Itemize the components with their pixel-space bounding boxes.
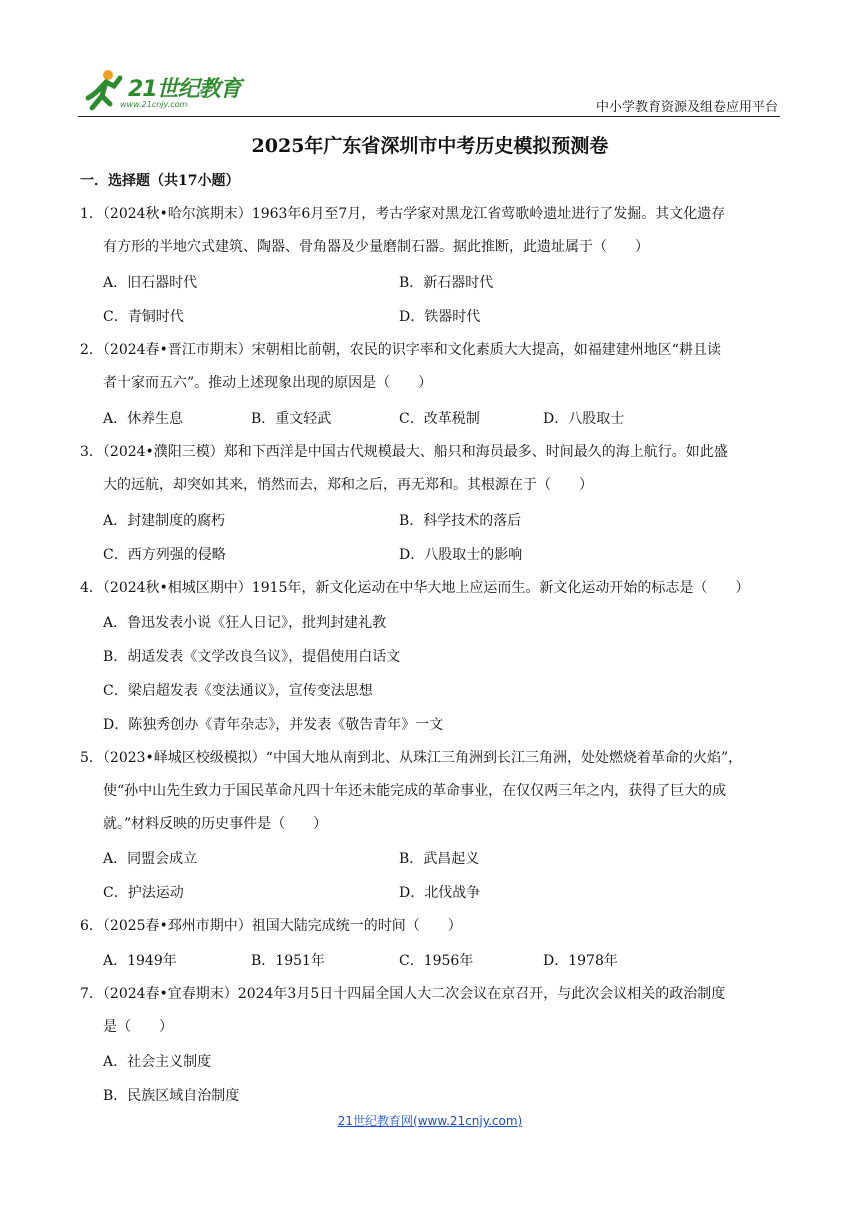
- question-1-option-a[interactable]: A．旧石器时代: [103, 275, 198, 291]
- question-1-line-1: 1．（2024秋•哈尔滨期末）1963年6月至7月，考古学家对黑龙江省莺歌岭遗址进行了发掘。其文化遗存: [80, 206, 726, 222]
- question-5-line-3: 就。”材料反映的历史事件是（ ）: [103, 816, 328, 832]
- question-1: [80, 198, 782, 264]
- question-7-line-2: 是（ ）: [103, 1019, 173, 1035]
- question-5-option-b[interactable]: B．武昌起义: [399, 851, 480, 867]
- question-6-line-1: 6．（2025春•邳州市期中）祖国大陆完成统一的时间（ ）: [80, 918, 462, 934]
- platform-text: 中小学教育资源及组卷应用平台: [595, 100, 778, 115]
- question-1-line-2: 有方形的半地穴式建筑、陶器、骨角器及少量磨制石器。据此推断，此遗址属于（ ）: [103, 239, 649, 255]
- question-6-option-a[interactable]: A．1949年: [103, 953, 177, 969]
- question-3-option-b[interactable]: B．科学技术的落后: [399, 513, 522, 529]
- question-3-line-1: 3．（2024•濮阳三模）郑和下西洋是中国古代规模最大、船只和海员最多、时间最久的海上航行。如此盛: [80, 444, 728, 460]
- question-2-option-c[interactable]: C．改革税制: [399, 411, 480, 427]
- page-header: [78, 62, 780, 117]
- question-7: [80, 978, 782, 1044]
- question-5: [80, 742, 782, 841]
- question-7-line-1: 7．（2024春•宜春期末）2024年3月5日十四届全国人大二次会议在京召开，与此次会议相关的政治制度: [80, 986, 726, 1002]
- question-1-option-c[interactable]: C．青铜时代: [103, 309, 184, 325]
- question-5-option-a[interactable]: A．同盟会成立: [103, 851, 198, 867]
- logo-url-text: www.21cnjy.com: [120, 100, 188, 109]
- question-6-option-b[interactable]: B．1951年: [251, 953, 325, 969]
- question-2-option-a[interactable]: A．休养生息: [103, 411, 184, 427]
- question-2-line-2: 者十家而五六”。推动上述现象出现的原因是（ ）: [103, 375, 433, 391]
- question-5-option-d[interactable]: D．北伐战争: [399, 885, 481, 901]
- question-5-option-c[interactable]: C．护法运动: [103, 885, 184, 901]
- question-2-option-b[interactable]: B．重文轻武: [251, 411, 332, 427]
- section-heading: 一．选择题（共17小题）: [80, 173, 240, 189]
- question-3-option-d[interactable]: D．八股取士的影响: [399, 547, 523, 563]
- question-3-option-c[interactable]: C．西方列强的侵略: [103, 547, 226, 563]
- question-3: [80, 436, 782, 502]
- question-3-option-a[interactable]: A．封建制度的腐朽: [103, 513, 226, 529]
- question-6: [80, 910, 782, 943]
- question-7-option-b[interactable]: B．民族区域自治制度: [103, 1088, 240, 1104]
- question-6-option-d[interactable]: D．1978年: [543, 953, 618, 969]
- question-2-line-1: 2．（2024春•晋江市期末）宋朝相比前朝，农民的识字率和文化素质大大提高，如福建建州地区“耕且读: [80, 342, 721, 358]
- question-7-option-a[interactable]: A．社会主义制度: [103, 1054, 212, 1070]
- question-4-option-c[interactable]: C．梁启超发表《变法通议》，宣传变法思想: [103, 683, 373, 699]
- site-logo[interactable]: [80, 66, 260, 114]
- question-3-line-2: 大的远航，却突如其来，悄然而去，郑和之后，再无郑和。其根源在于（ ）: [103, 477, 593, 493]
- logo-brand-text: 21世纪教育: [128, 77, 241, 102]
- question-4-option-d[interactable]: D．陈独秀创办《青年杂志》，并发表《敬告青年》一文: [103, 717, 444, 733]
- footer-link[interactable]: 21世纪教育网(www.21cnjy.com): [337, 1114, 523, 1128]
- question-5-line-1: 5．（2023•峄城区校级模拟）“中国大地从南到北、从珠江三角洲到长江三角洲，处处燃烧着革命的火焰”，: [80, 750, 743, 766]
- question-1-option-b[interactable]: B．新石器时代: [399, 275, 494, 291]
- question-6-option-c[interactable]: C．1956年: [399, 953, 474, 969]
- question-1-option-d[interactable]: D．铁器时代: [399, 309, 481, 325]
- question-4: [80, 572, 782, 605]
- question-5-line-2: 使“孙中山先生致力于国民革命凡四十年还未能完成的革命事业，在仅仅两三年之内，获得了巨大的成: [103, 783, 727, 799]
- question-4-line-1: 4．（2024秋•相城区期中）1915年，新文化运动在中华大地上应运而生。新文化运动开始的标志是（ ）: [80, 580, 750, 596]
- page-title: 2025年广东省深圳市中考历史模拟预测卷: [251, 135, 609, 157]
- question-2-option-d[interactable]: D．八股取士: [543, 411, 625, 427]
- question-2: [80, 334, 782, 400]
- question-4-option-b[interactable]: B．胡适发表《文学改良刍议》，提倡使用白话文: [103, 649, 401, 665]
- question-4-option-a[interactable]: A．鲁迅发表小说《狂人日记》，批判封建礼教: [103, 615, 387, 631]
